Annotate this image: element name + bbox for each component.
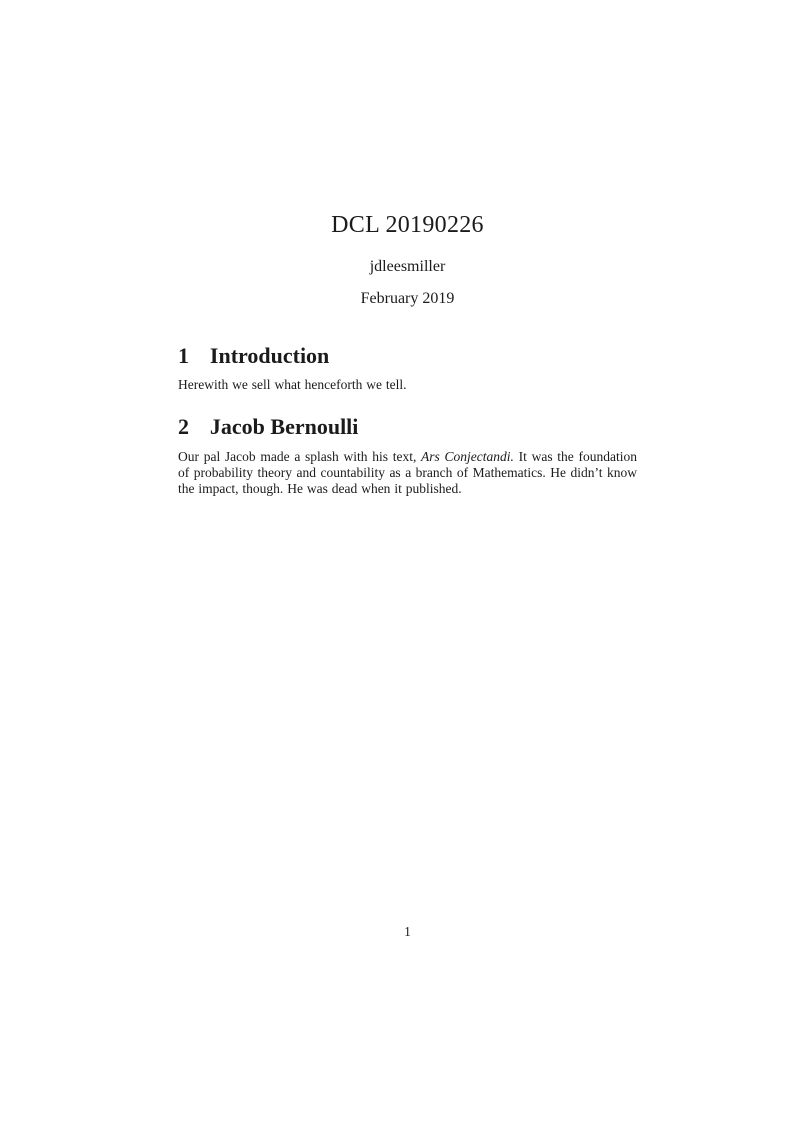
section-introduction (178, 344, 637, 393)
section-title: Introduction (209, 343, 330, 368)
text-block (178, 0, 637, 511)
section-heading (178, 415, 637, 439)
section-paragraph: Herewith we sell what henceforth we tell. (178, 377, 407, 393)
section-number: 1 (178, 343, 189, 368)
section-number: 2 (178, 414, 189, 440)
document-date: February 2019 (360, 290, 455, 307)
document-title: DCL 20190226 (331, 212, 484, 238)
page-number: 1 (404, 924, 411, 939)
document-author: jdleesmiller (369, 258, 446, 275)
section-jacob-bernoulli (178, 415, 637, 497)
section-title: Jacob Bernoulli (209, 414, 359, 440)
section-heading (178, 344, 637, 368)
section-paragraph: Our pal Jacob made a splash with his text, Ars Conjectandi. It was the foundation of probability theory and countability as a branch of Mathematics. He didn’t know the impact, though. He was dead when it published. (178, 448, 637, 497)
